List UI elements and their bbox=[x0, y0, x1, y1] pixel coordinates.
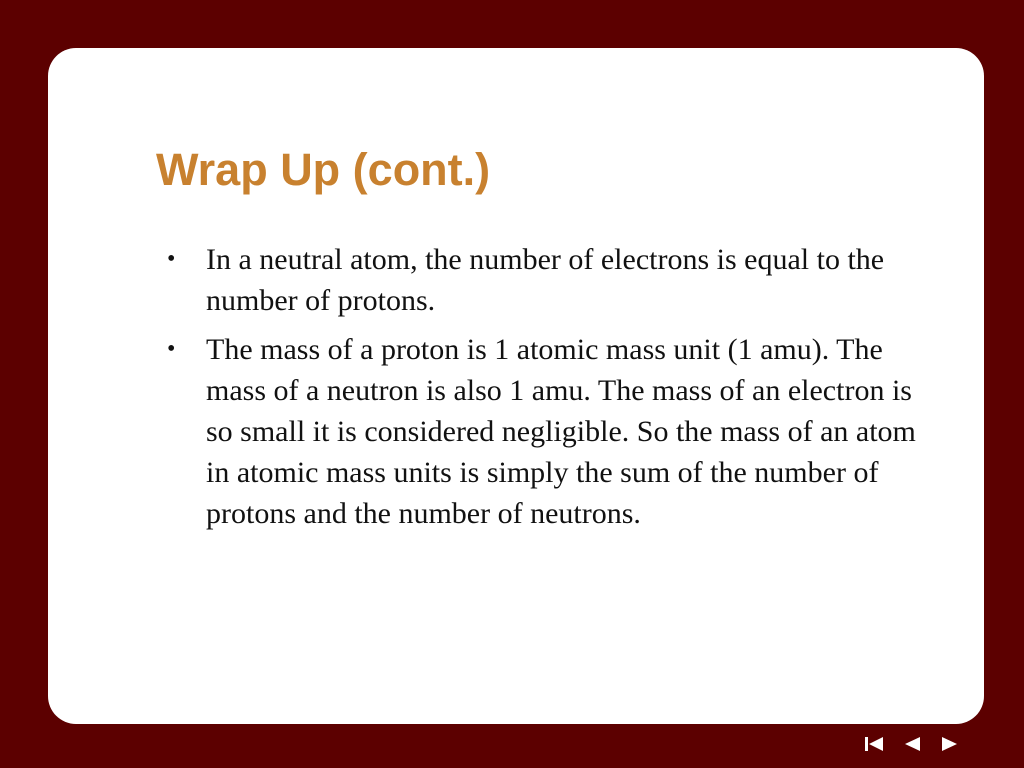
bullet-text: In a neutral atom, the number of electrons is equal to the number of protons. bbox=[206, 243, 885, 317]
bullet-item bbox=[156, 329, 916, 534]
slide-navigation bbox=[862, 734, 962, 754]
previous-arrow-icon bbox=[902, 736, 922, 752]
bullet-marker: • bbox=[167, 336, 176, 362]
skip-to-first-icon bbox=[864, 736, 884, 752]
bullet-item bbox=[156, 239, 916, 321]
slide-card bbox=[48, 48, 984, 724]
slide-title: Wrap Up (cont.) bbox=[156, 144, 491, 195]
next-arrow-icon bbox=[940, 736, 960, 752]
bullet-list bbox=[156, 239, 916, 542]
previous-slide-button[interactable] bbox=[900, 734, 924, 754]
bullet-text: The mass of a proton is 1 atomic mass unit (1 amu). The mass of a neutron is also 1 amu. The mass of an electron is so small it is considered negligible. So the mass of an atom in atomic mass units is simply the sum of the number of protons and the number of neutrons. bbox=[206, 333, 916, 530]
bullet-marker: • bbox=[167, 246, 176, 272]
first-slide-button[interactable] bbox=[862, 734, 886, 754]
next-slide-button[interactable] bbox=[938, 734, 962, 754]
